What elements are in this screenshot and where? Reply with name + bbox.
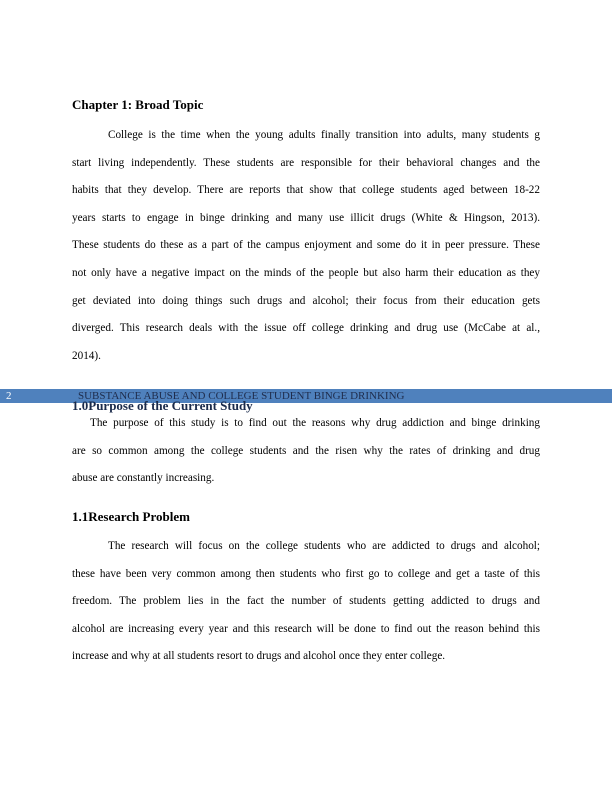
paragraph-line: diverged. This research deals with the issue off college drinking and drug use (McCabe at al., — [72, 322, 540, 334]
paragraph-line: 2014). — [72, 350, 101, 362]
paragraph-line: years starts to engage in binge drinking and many use illicit drugs (White & Hingson, 2013). — [72, 212, 540, 224]
paragraph-line: The purpose of this study is to find out the reasons why drug addiction and binge drinking — [90, 417, 540, 429]
paragraph-line: These students do these as a part of the campus enjoyment and some do it in peer pressure. These — [72, 239, 540, 251]
paragraph-line: The research will focus on the college students who are addicted to drugs and alcohol; — [108, 540, 540, 552]
paragraph-line: these have been very common among then students who first go to college and get a taste of this — [72, 568, 540, 580]
paragraph-line: habits that they develop. There are reports that show that college students aged between 18-22 — [72, 184, 540, 196]
paragraph-line: not only have a negative impact on the minds of the people but also harm their education as they — [72, 267, 540, 279]
research-problem-heading: 1.1Research Problem — [72, 509, 190, 524]
paragraph-line: increase and why at all students resort to drugs and alcohol once they enter college. — [72, 650, 446, 662]
chapter-heading: Chapter 1: Broad Topic — [72, 97, 204, 112]
paragraph-line: get deviated into doing things such drugs and alcohol; their focus from their education gets — [72, 295, 540, 307]
paragraph-line: abuse are constantly increasing. — [72, 472, 215, 484]
page-number: 2 — [6, 390, 12, 402]
paragraph-line: College is the time when the young adults finally transition into adults, many students g — [108, 129, 540, 141]
paragraph-line: start living independently. These students are responsible for their behavioral changes and the — [72, 157, 540, 169]
purpose-heading: 1.0Purpose of the Current Study — [72, 397, 253, 413]
paragraph-line: are so common among the college students and the risen why the rates of drinking and drug — [72, 445, 540, 457]
running-header-title: SUBSTANCE ABUSE AND COLLEGE STUDENT BINGE DRINKING — [78, 390, 405, 402]
paragraph-line: freedom. The problem lies in the fact the number of students getting addicted to drugs and — [72, 595, 540, 607]
paragraph-line: alcohol are increasing every year and this research will be done to find out the reason behind this — [72, 623, 540, 635]
